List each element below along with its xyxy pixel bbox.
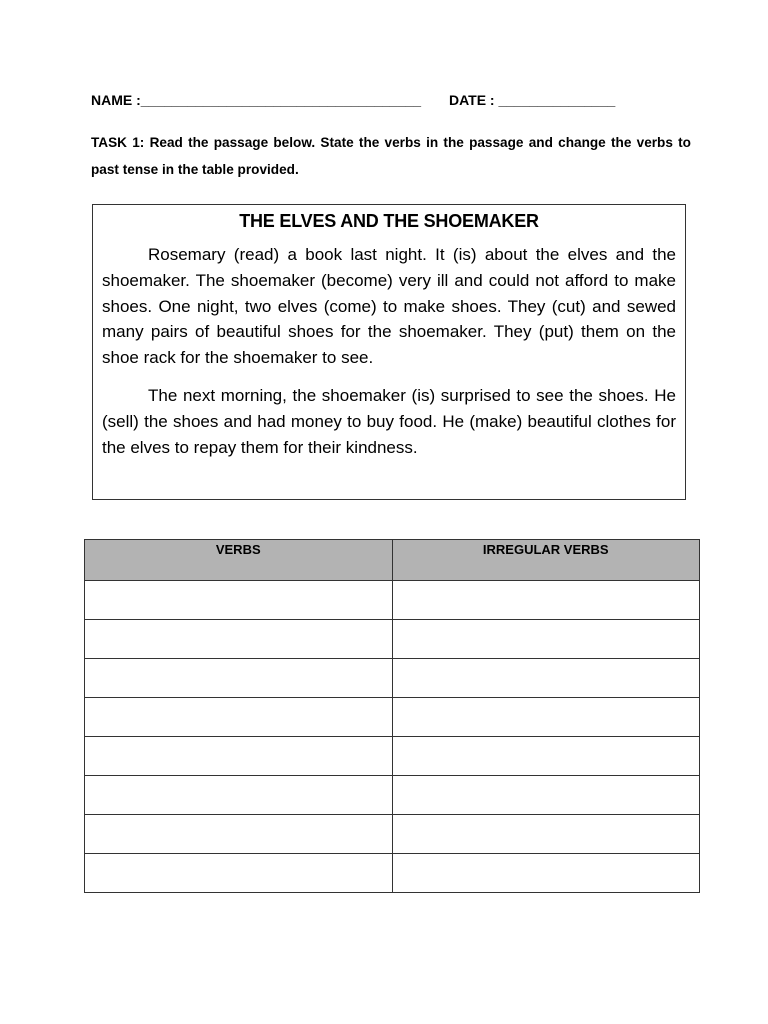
verb-cell[interactable] — [85, 737, 393, 776]
table-row — [85, 581, 700, 620]
table-row — [85, 620, 700, 659]
table-row — [85, 698, 700, 737]
verb-table — [84, 539, 700, 893]
table-row — [85, 737, 700, 776]
verb-cell[interactable] — [85, 776, 393, 815]
story-box — [92, 204, 686, 500]
date-field-label: DATE : _______________ — [448, 92, 616, 108]
header-line — [91, 92, 615, 108]
header-verbs: VERBS — [85, 540, 393, 581]
table-header-row — [85, 540, 700, 581]
verb-cell[interactable] — [85, 620, 393, 659]
name-field-label: NAME :____________________________________ — [91, 92, 422, 108]
irregular-verb-cell[interactable] — [392, 581, 700, 620]
irregular-verb-cell[interactable] — [392, 698, 700, 737]
task-instructions: TASK 1: Read the passage below. State the verbs in the passage and change the verbs to past tense in the table provided. — [91, 135, 691, 177]
story-paragraph-1: Rosemary (read) a book last night. It (is) about the elves and the shoemaker. The shoemaker (become) very ill and could not afford to make shoes. One night, two elves (come) to make shoes. They (cut) and sewed many pairs of beautiful shoes for the shoemaker. They (put) them on the shoe rack for the shoemaker to see. — [102, 245, 676, 368]
table-row — [85, 854, 700, 893]
table-row — [85, 776, 700, 815]
irregular-verb-cell[interactable] — [392, 815, 700, 854]
header-irregular-verbs: IRREGULAR VERBS — [392, 540, 700, 581]
irregular-verb-cell[interactable] — [392, 659, 700, 698]
verb-cell[interactable] — [85, 854, 393, 893]
table-row — [85, 659, 700, 698]
verb-cell[interactable] — [85, 581, 393, 620]
story-paragraph-2: The next morning, the shoemaker (is) surprised to see the shoes. He (sell) the shoes and had money to buy food. He (make) beautiful clothes for the elves to repay them for their kindness. — [102, 385, 676, 457]
verb-cell[interactable] — [85, 659, 393, 698]
verb-cell[interactable] — [85, 815, 393, 854]
irregular-verb-cell[interactable] — [392, 854, 700, 893]
verb-cell[interactable] — [85, 698, 393, 737]
irregular-verb-cell[interactable] — [392, 620, 700, 659]
table-row — [85, 815, 700, 854]
irregular-verb-cell[interactable] — [392, 737, 700, 776]
story-title: THE ELVES AND THE SHOEMAKER — [239, 211, 539, 231]
irregular-verb-cell[interactable] — [392, 776, 700, 815]
